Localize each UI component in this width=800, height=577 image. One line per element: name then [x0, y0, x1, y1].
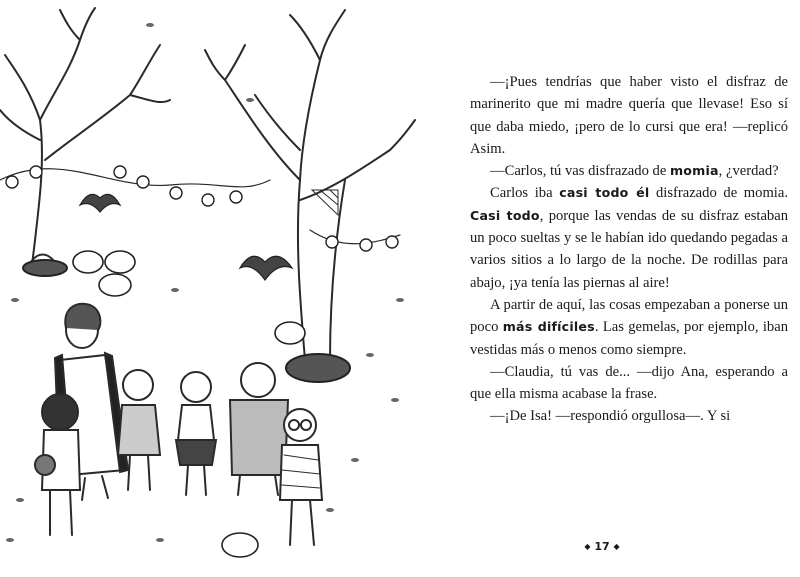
- child-figure-icon: [230, 363, 288, 495]
- highlighted-word: Casi todo: [470, 207, 540, 223]
- text-run: Carlos iba: [490, 185, 560, 202]
- text-run: —¡De Isa! —respondió orgullosa—. Y si: [490, 408, 731, 425]
- paragraph: [470, 71, 788, 160]
- text-run: , ¿verdad?: [718, 163, 779, 180]
- bat-icon: [80, 194, 120, 212]
- highlighted-word: momia: [669, 163, 719, 179]
- text-run: —Carlos, tú vas disfrazado de: [490, 163, 670, 180]
- text-run: disfrazado de momia.: [649, 185, 788, 202]
- paragraph: [470, 405, 788, 427]
- paragraph: [470, 294, 788, 361]
- page-number-value: 17: [594, 540, 610, 553]
- pumpkin-icon: [222, 533, 258, 557]
- folio-ornament-right: ◆: [613, 542, 620, 551]
- text-run: —¡Pues tendrías que haber visto el disfraz de marinerito que mi madre quería que llevase! Eso sí que daba miedo, ¡pero de lo cursi que era! —replicó Asim.: [470, 74, 788, 157]
- child-figure-icon: [176, 372, 216, 495]
- text-run: A partir de aquí, las cosas empezaban a ponerse un poco: [470, 296, 788, 336]
- text-run: . Las gemelas, por ejemplo, iban vestidas más o menos como siempre.: [470, 319, 788, 358]
- highlighted-word: casi todo él: [559, 185, 650, 201]
- paragraph: [470, 182, 788, 293]
- pumpkin-icon: [275, 322, 305, 344]
- paragraph: [470, 160, 788, 182]
- highlighted-word: más difíciles: [502, 319, 595, 335]
- bat-icon: [240, 256, 292, 280]
- pumpkin-icon: [105, 251, 135, 273]
- pumpkin-icon: [73, 251, 103, 273]
- spiderweb-icon: [312, 190, 338, 215]
- text-run: , porque las vendas de su disfraz estaban un poco sueltas y se le habían ido quedando pegadas a varios sitios a lo largo de la noche. De rodillas para abajo, ¡ya tenía las piernas al aire!: [470, 207, 788, 291]
- child-figure-icon: [118, 370, 160, 490]
- folio-ornament-left: ◆: [584, 542, 591, 551]
- child-figure-icon: [35, 394, 80, 535]
- tree-icon: [0, 8, 170, 276]
- paragraph: [470, 361, 788, 406]
- page-text: [470, 71, 788, 428]
- page-number: [572, 540, 632, 553]
- pumpkin-icon: [99, 274, 131, 296]
- mummy-figure-icon: [280, 409, 322, 545]
- text-run: —Claudia, tú vas de... —dijo Ana, esperando a que ella misma acabase la frase.: [470, 363, 788, 403]
